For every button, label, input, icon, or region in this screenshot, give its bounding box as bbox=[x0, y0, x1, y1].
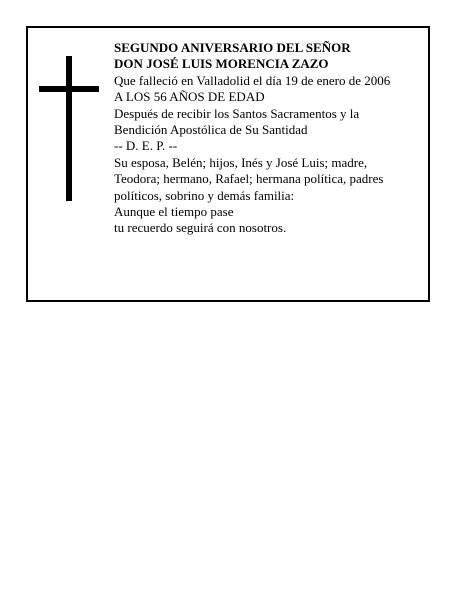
epitaph-line-2: tu recuerdo seguirá con nosotros. bbox=[114, 220, 287, 236]
family-line-3: políticos, sobrino y demás familia: bbox=[114, 187, 295, 203]
epitaph-line-1: Aunque el tiempo pase bbox=[114, 204, 234, 220]
cross-vertical-bar bbox=[66, 56, 72, 201]
notice-heading-name: DON JOSÉ LUIS MORENCIA ZAZO bbox=[114, 56, 329, 72]
blessing-line: Bendición Apostólica de Su Santidad bbox=[114, 122, 308, 138]
rip-line: -- D. E. P. -- bbox=[114, 138, 178, 154]
family-line-2: Teodora; hermano, Rafael; hermana política, padres bbox=[114, 171, 384, 187]
family-line-1: Su esposa, Belén; hijos, Inés y José Luis; madre, bbox=[114, 154, 368, 170]
age-line: A LOS 56 AÑOS DE EDAD bbox=[114, 89, 265, 105]
death-date-line: Que falleció en Valladolid el día 19 de enero de 2006 bbox=[114, 72, 391, 88]
notice-text bbox=[114, 40, 419, 237]
cross-horizontal-bar bbox=[39, 86, 99, 92]
sacraments-line: Después de recibir los Santos Sacramentos y la bbox=[114, 105, 360, 121]
cross-icon bbox=[39, 56, 99, 201]
obituary-notice bbox=[26, 26, 430, 302]
notice-heading-anniversary: SEGUNDO ANIVERSARIO DEL SEÑOR bbox=[114, 40, 351, 55]
